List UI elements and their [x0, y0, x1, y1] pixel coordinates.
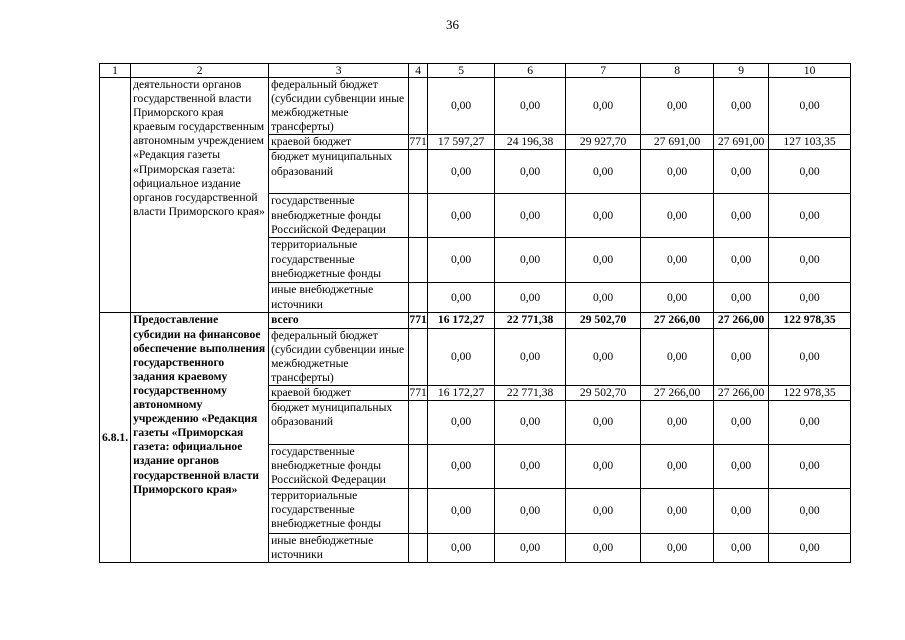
amount-cell: 0,00 [714, 194, 769, 238]
amount-cell: 0,00 [714, 328, 769, 385]
amount-cell: 0,00 [566, 328, 641, 385]
amount-cell: 0,00 [495, 194, 566, 238]
funding-source-cell: территориальные государственные внебюджетные фонды [269, 489, 409, 534]
amount-cell: 27 266,00 [714, 385, 769, 400]
amount-cell: 0,00 [714, 238, 769, 283]
amount-cell: 0,00 [641, 283, 714, 313]
budget-code-cell: 771 [409, 135, 427, 149]
amount-cell: 122 978,35 [769, 313, 851, 328]
amount-cell: 0,00 [566, 78, 641, 135]
item-number-cell [100, 78, 131, 313]
amount-cell: 0,00 [769, 328, 851, 385]
budget-code-cell [409, 238, 428, 283]
amount-cell: 0,00 [769, 78, 851, 135]
amount-cell: 0,00 [495, 150, 566, 194]
budget-code-cell [409, 283, 428, 313]
amount-cell: 0,00 [769, 445, 851, 489]
amount-cell: 0,00 [495, 78, 566, 135]
amount-cell: 0,00 [428, 238, 495, 283]
amount-cell: 0,00 [428, 283, 495, 313]
funding-source-cell: всего [269, 313, 409, 328]
amount-cell: 16 172,27 [428, 313, 495, 328]
amount-cell: 0,00 [495, 328, 566, 385]
funding-source-cell: государственные внебюджетные фонды Российской Федерации [269, 445, 409, 489]
amount-cell: 29 502,70 [566, 385, 641, 400]
amount-cell: 27 266,00 [641, 313, 714, 328]
amount-cell: 0,00 [714, 401, 769, 445]
amount-cell: 0,00 [769, 283, 851, 313]
amount-cell: 0,00 [566, 150, 641, 194]
amount-cell: 0,00 [495, 445, 566, 489]
amount-cell: 0,00 [428, 328, 495, 385]
amount-cell: 0,00 [641, 78, 714, 135]
amount-cell: 0,00 [495, 401, 566, 445]
budget-code-cell: 771 [409, 385, 427, 399]
amount-cell: 0,00 [566, 194, 641, 238]
amount-cell: 0,00 [714, 534, 769, 563]
page-number: 36 [446, 17, 459, 32]
amount-cell: 0,00 [566, 401, 641, 445]
column-header: 8 [641, 64, 714, 78]
budget-code-cell [409, 401, 428, 445]
amount-cell: 0,00 [769, 194, 851, 238]
budget-code-cell [409, 489, 428, 534]
budget-code-cell [409, 194, 428, 238]
amount-cell: 0,00 [714, 150, 769, 194]
table-row [100, 78, 851, 135]
item-number-cell: 6.8.1. [100, 313, 131, 563]
section-1 [100, 78, 851, 313]
amount-cell: 0,00 [428, 401, 495, 445]
amount-cell: 0,00 [428, 445, 495, 489]
amount-cell: 0,00 [495, 489, 566, 534]
amount-cell: 0,00 [769, 238, 851, 283]
amount-cell: 0,00 [641, 328, 714, 385]
amount-cell: 0,00 [566, 445, 641, 489]
amount-cell: 29 927,70 [566, 135, 641, 150]
amount-cell: 0,00 [769, 150, 851, 194]
column-header: 6 [495, 64, 566, 78]
amount-cell: 0,00 [769, 534, 851, 563]
amount-cell: 27 691,00 [641, 135, 714, 150]
budget-code-cell [409, 150, 428, 194]
column-header: 7 [566, 64, 641, 78]
amount-cell: 0,00 [428, 150, 495, 194]
item-description-cell: Предоставление субсидии на финансовое обеспечение выполнения государственного задания краевому государственному автономному учреждению «Редакция газеты «Приморская газета: официальное издание органов государственной власти Приморского края» [131, 313, 269, 563]
column-header: 9 [714, 64, 769, 78]
amount-cell: 27 266,00 [641, 385, 714, 400]
amount-cell: 0,00 [641, 194, 714, 238]
amount-cell: 29 502,70 [566, 313, 641, 328]
amount-cell: 0,00 [495, 534, 566, 563]
amount-cell: 0,00 [495, 238, 566, 283]
amount-cell: 24 196,38 [495, 135, 566, 150]
amount-cell: 122 978,35 [769, 385, 851, 400]
amount-cell: 17 597,27 [428, 135, 495, 150]
amount-cell: 0,00 [566, 283, 641, 313]
column-number-row [100, 64, 851, 78]
funding-source-cell: федеральный бюджет (субсидии субвенции иные межбюджетные трансферты) [269, 78, 409, 135]
table-row [100, 313, 851, 328]
amount-cell: 22 771,38 [495, 385, 566, 400]
amount-cell: 0,00 [641, 150, 714, 194]
amount-cell: 0,00 [428, 534, 495, 563]
funding-source-cell: бюджет муниципальных образований [269, 150, 409, 194]
funding-source-cell: краевой бюджет [269, 385, 409, 400]
amount-cell: 0,00 [428, 489, 495, 534]
amount-cell: 0,00 [495, 283, 566, 313]
amount-cell: 27 691,00 [714, 135, 769, 150]
column-header: 2 [131, 64, 269, 78]
amount-cell: 0,00 [566, 489, 641, 534]
funding-source-cell: федеральный бюджет (субсидии субвенции иные межбюджетные трансферты) [269, 328, 409, 385]
column-header: 10 [769, 64, 851, 78]
amount-cell: 0,00 [769, 489, 851, 534]
budget-code-cell [409, 534, 428, 563]
amount-cell: 27 266,00 [714, 313, 769, 328]
amount-cell: 16 172,27 [428, 385, 495, 400]
funding-source-cell: иные внебюджетные источники [269, 534, 409, 563]
amount-cell: 0,00 [641, 489, 714, 534]
amount-cell: 0,00 [641, 534, 714, 563]
column-header: 3 [269, 64, 409, 78]
budget-code-cell [409, 328, 428, 385]
amount-cell: 0,00 [714, 445, 769, 489]
budget-code-cell [409, 445, 428, 489]
amount-cell: 0,00 [641, 238, 714, 283]
column-header: 4 [409, 64, 428, 78]
amount-cell: 0,00 [769, 401, 851, 445]
funding-source-cell: иные внебюджетные источники [269, 283, 409, 313]
amount-cell: 0,00 [566, 534, 641, 563]
item-description-cell: деятельности органов государственной власти Приморского края краевым государственным автономным учреждением «Редакция газеты «Приморская газета: официальное издание органов государственной власти Приморского края» [131, 78, 269, 313]
budget-code-cell [409, 78, 428, 135]
amount-cell: 22 771,38 [495, 313, 566, 328]
amount-cell: 0,00 [428, 194, 495, 238]
amount-cell: 0,00 [714, 78, 769, 135]
amount-cell: 0,00 [641, 401, 714, 445]
amount-cell: 0,00 [714, 283, 769, 313]
budget-code-cell: 771 [409, 313, 427, 327]
amount-cell: 127 103,35 [769, 135, 851, 150]
budget-table [99, 63, 851, 563]
funding-source-cell: краевой бюджет [269, 135, 409, 150]
amount-cell: 0,00 [641, 445, 714, 489]
amount-cell: 0,00 [428, 78, 495, 135]
funding-source-cell: бюджет муниципальных образований [269, 401, 409, 445]
section-2 [100, 313, 851, 563]
column-header: 1 [100, 64, 131, 78]
funding-source-cell: государственные внебюджетные фонды Российской Федерации [269, 194, 409, 238]
funding-source-cell: территориальные государственные внебюджетные фонды [269, 238, 409, 283]
amount-cell: 0,00 [566, 238, 641, 283]
amount-cell: 0,00 [714, 489, 769, 534]
column-header: 5 [428, 64, 495, 78]
